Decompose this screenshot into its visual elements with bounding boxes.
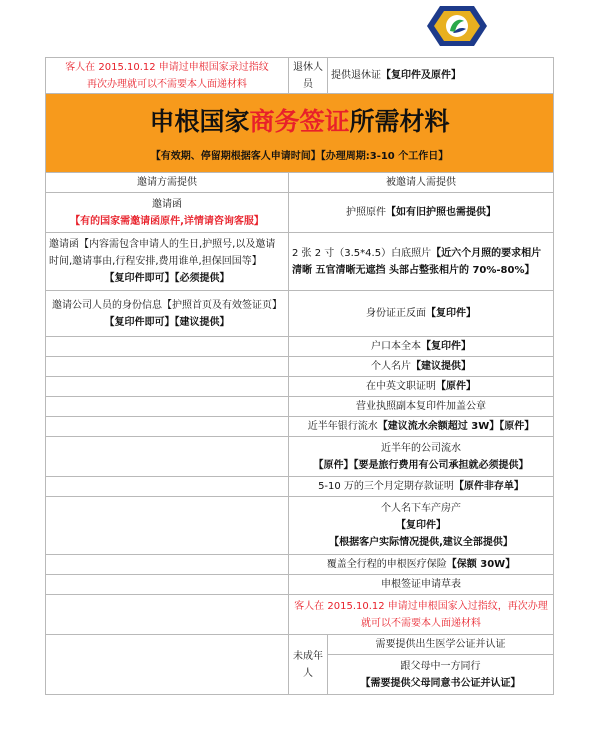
row-company-statement: 近半年的公司流水 【原件】【要是旅行费用有公司承担就必须提供】	[289, 437, 554, 477]
row-inviter-identity: 邀请公司人员的身份信息【护照首页及有效签证页】 【复印件即可】【建议提供】	[46, 291, 289, 337]
page-title: 申根国家商务签证所需材料	[149, 107, 450, 136]
row-business-license: 营业执照副本复印件加盖公章	[289, 397, 554, 417]
row-application-form: 申根签证申请草表	[289, 575, 554, 595]
row-photos: 2 张 2 寸（3.5*4.5）白底照片【近六个月照的要求相片清晰 五官清晰无遮挡 头部占整张相片的 70%-80%】	[289, 233, 554, 291]
row-bank-statement: 近半年银行流水【建议流水余额超过 3W】【原件】	[289, 417, 554, 437]
row-business-card: 个人名片【建议提供】	[289, 357, 554, 377]
retiree-requirement: 提供退休证【复印件及原件】	[328, 58, 554, 94]
retiree-label: 退休人员	[289, 58, 328, 94]
row-invitation-content: 邀请函【内容需包含申请人的生日,护照号,以及邀请时间,邀请事由,行程安排,费用谁单,担保回国等】 【复印件即可】【必须提供】	[46, 233, 289, 291]
row-birth-certificate: 需要提供出生医学公证并认证	[328, 635, 554, 655]
row-property: 个人名下车产房产 【复印件】 【根据客户实际情况提供,建议全部提供】	[289, 497, 554, 555]
banner-subtitle: 【有效期、停留期根据客人申请时间】【办理周期:3-10 个工作日】	[150, 151, 449, 162]
row-parent-consent: 跟父母中一方同行 【需要提供父母同意书公证并认证】	[328, 655, 554, 695]
row-invitation-letter: 邀请函 【有的国家需邀请函原件,详情请咨询客服】	[46, 193, 289, 233]
column-header-inviter: 邀请方需提供	[46, 173, 289, 193]
row-household-register: 户口本全本【复印件】	[289, 337, 554, 357]
row-insurance: 覆盖全行程的申根医疗保险【保额 30W】	[289, 555, 554, 575]
minor-label: 未成年人	[289, 635, 328, 695]
company-logo-icon	[426, 4, 488, 48]
retiree-note-cell	[46, 58, 289, 94]
retiree-note-line2: 再次办理就可以不需要本人面递材料	[87, 78, 247, 90]
row-fingerprint-note: 客人在 2015.10.12 申请过申根国家入过指纹，再次办理就可以不需要本人面递材料	[289, 595, 554, 635]
row-passport: 护照原件【如有旧护照也需提供】	[289, 193, 554, 233]
row-id-card: 身份证正反面【复印件】	[289, 291, 554, 337]
row-deposit-proof: 5-10 万的三个月定期存款证明【原件非存单】	[289, 477, 554, 497]
retiree-note-line1: 客人在 2015.10.12 申请过申根国家录过指纹	[65, 61, 269, 73]
row-employment-certificate: 在中英文职证明【原件】	[289, 377, 554, 397]
title-banner	[46, 94, 554, 173]
visa-materials-table	[45, 57, 554, 695]
column-header-invitee: 被邀请人需提供	[289, 173, 554, 193]
